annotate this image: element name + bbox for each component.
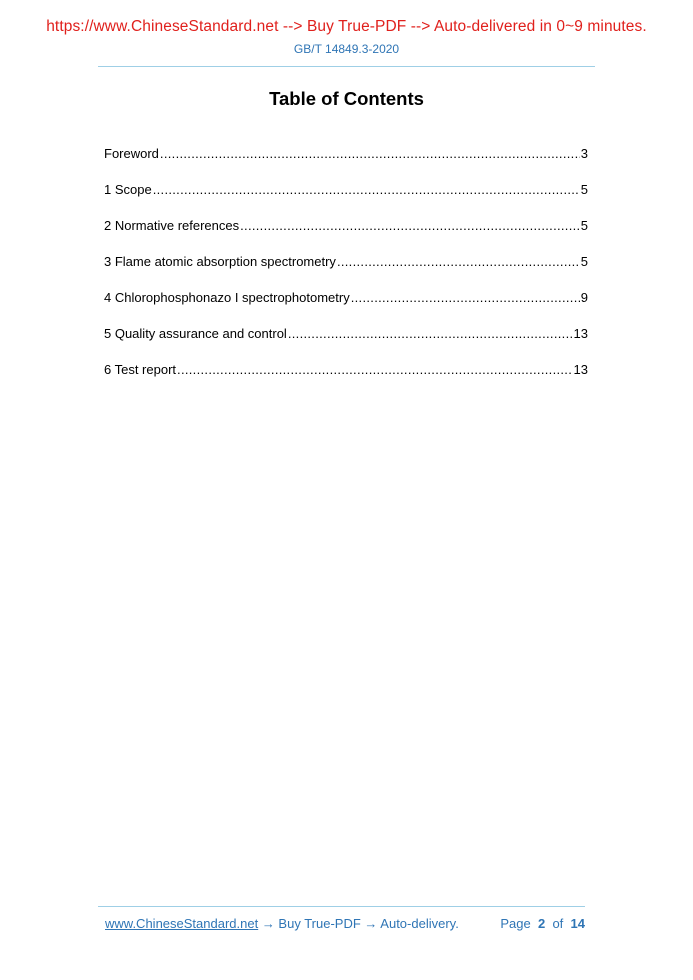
page-number <box>500 916 585 931</box>
top-banner-link[interactable]: https://www.ChineseStandard.net --> Buy True-PDF --> Auto-delivered in 0~9 minutes. <box>46 18 647 35</box>
toc-dot-leader <box>160 146 580 162</box>
toc-dot-leader <box>337 254 580 270</box>
page-title: Table of Contents <box>269 88 424 109</box>
toc-entry-page: 5 <box>580 218 588 233</box>
toc-entry-label: 2 Normative references <box>104 218 240 233</box>
footer-tagline: → Buy True-PDF → Auto-delivery. <box>258 916 459 931</box>
toc-entry-page: 13 <box>573 326 588 341</box>
toc-entry-test-report[interactable] <box>104 362 588 398</box>
toc-dot-leader <box>240 218 580 234</box>
toc-dot-leader <box>177 362 573 378</box>
toc-entry-label: 1 Scope <box>104 182 152 197</box>
toc-entry-page: 3 <box>580 146 588 161</box>
header-divider <box>98 66 595 67</box>
toc-entry-label: 4 Chlorophosphonazo I spectrophotometry <box>104 290 350 305</box>
page-prefix: Page <box>500 916 531 931</box>
toc-dot-leader <box>153 182 580 198</box>
toc-entry-label: 6 Test report <box>104 362 177 377</box>
page-current: 2 <box>537 916 546 931</box>
toc-entry-label: 5 Quality assurance and control <box>104 326 287 341</box>
footer-left <box>105 916 459 931</box>
toc-entry-normative-references[interactable] <box>104 218 588 254</box>
toc-dot-leader <box>288 326 573 342</box>
toc-entry-scope[interactable] <box>104 182 588 218</box>
footer-site-link[interactable]: www.ChineseStandard.net <box>105 916 259 931</box>
toc-entry-chlorophosphonazo[interactable] <box>104 290 588 326</box>
toc-entry-label: Foreword <box>104 146 159 161</box>
page-of: of <box>552 916 564 931</box>
toc-entry-foreword[interactable] <box>104 146 588 182</box>
page-footer <box>105 916 585 931</box>
toc-entry-page: 5 <box>580 182 588 197</box>
toc-entry-page: 13 <box>573 362 588 377</box>
footer-divider <box>98 906 585 907</box>
toc-dot-leader <box>351 290 580 306</box>
toc-entry-quality-assurance[interactable] <box>104 326 588 362</box>
toc-entry-page: 5 <box>580 254 588 269</box>
page-total: 14 <box>570 916 585 931</box>
table-of-contents <box>104 146 588 398</box>
toc-entry-page: 9 <box>580 290 588 305</box>
toc-entry-label: 3 Flame atomic absorption spectrometry <box>104 254 336 269</box>
standard-code: GB/T 14849.3-2020 <box>293 42 400 56</box>
toc-entry-flame-atomic-absorption[interactable] <box>104 254 588 290</box>
